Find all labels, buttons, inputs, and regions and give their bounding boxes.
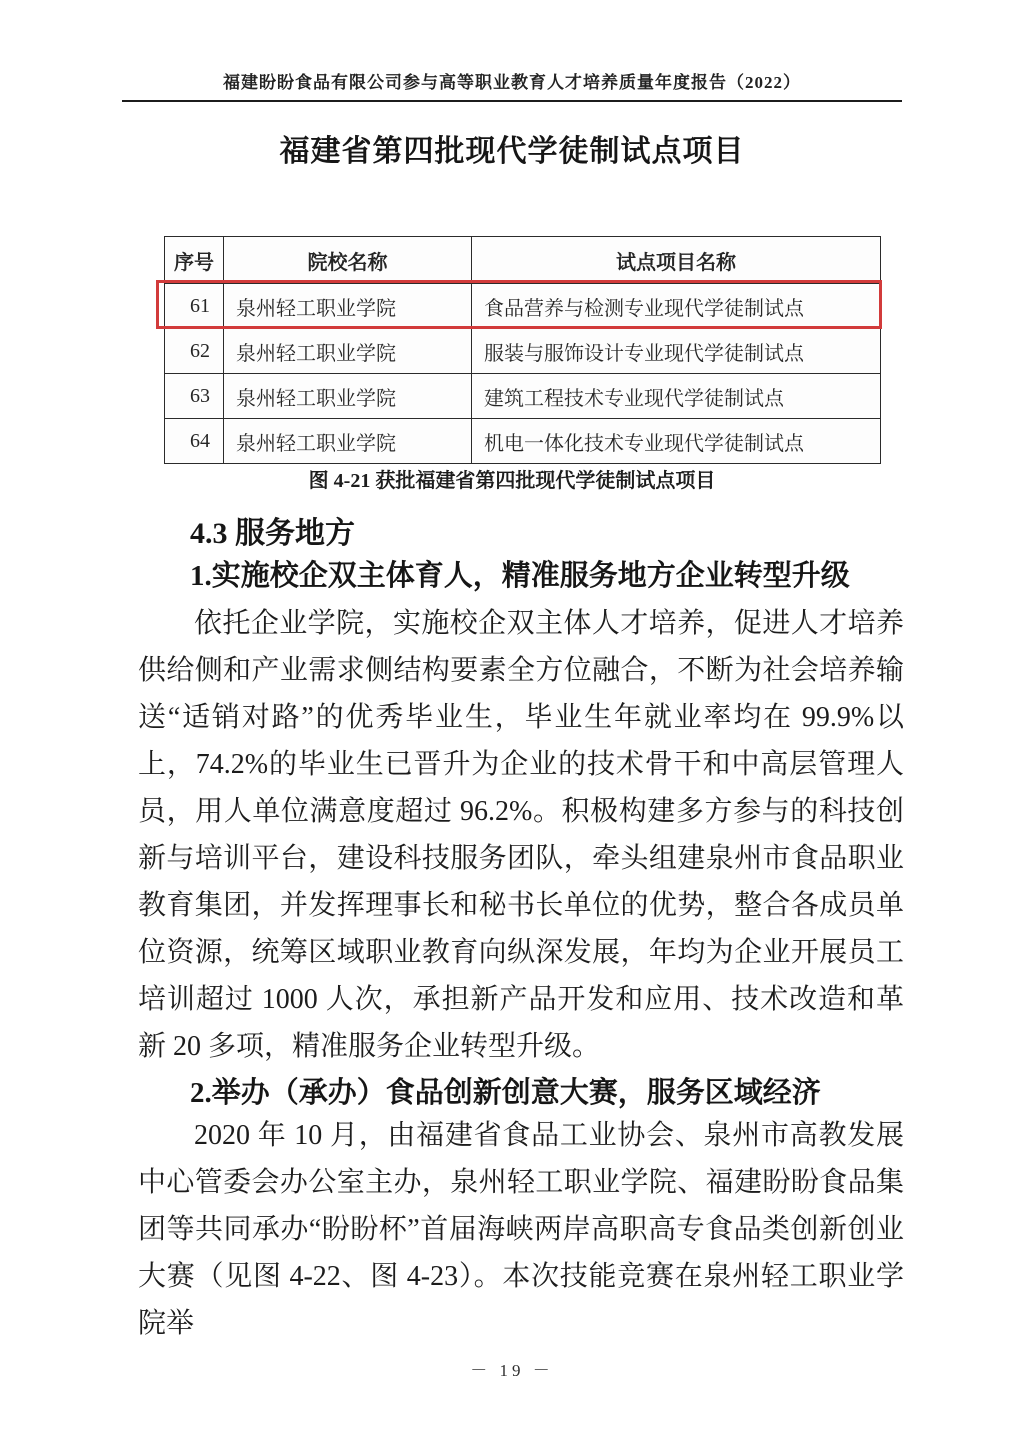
page-title: 福建省第四批现代学徒制试点项目 bbox=[279, 135, 745, 168]
cell-project: 食品营养与检测专业现代学徒制试点 bbox=[472, 284, 881, 329]
header-rule bbox=[122, 100, 902, 102]
cell-no: 63 bbox=[165, 374, 224, 419]
table-caption: 图 4-21 获批福建省第四批现代学徒制试点项目 bbox=[308, 470, 716, 492]
cell-school: 泉州轻工职业学院 bbox=[224, 419, 472, 464]
section-heading-4-3: 4.3 服务地方 bbox=[190, 517, 355, 550]
paragraph-1: 依托企业学院，实施校企双主体人才培养，促进人才培养供给侧和产业需求侧结构要素全方位融合，不断为社会培养输送“适销对路”的优秀毕业生，毕业生年就业率均在 99.9%以上，74.2%的毕业生已晋升为企业的技术骨干和中高层管理人员，用人单位满意度超过 96.2%。积极构建多方参与的科技创新与培训平台，建设科技服务团队，牵头组建泉州市食品职业教育集团，并发挥理事长和秘书长单位的优势，整合各成员单位资源，统筹区域职业教育向纵深发展，年均为企业开展员工培训超过 1000 人次，承担新产品开发和应用、技术改造和革新 20 多项，精准服务企业转型升级。 bbox=[138, 608, 904, 1062]
cell-no: 62 bbox=[165, 329, 224, 374]
pilot-projects-table-wrap bbox=[164, 236, 880, 464]
col-header-school: 院校名称 bbox=[224, 237, 472, 284]
subsection-heading-2: 2.举办（承办）食品创新创意大赛，服务区域经济 bbox=[190, 1077, 821, 1109]
pilot-projects-table bbox=[164, 236, 881, 464]
cell-project: 服装与服饰设计专业现代学徒制试点 bbox=[472, 329, 881, 374]
col-header-no: 序号 bbox=[165, 237, 224, 284]
cell-school: 泉州轻工职业学院 bbox=[224, 329, 472, 374]
cell-school: 泉州轻工职业学院 bbox=[224, 284, 472, 329]
cell-school: 泉州轻工职业学院 bbox=[224, 374, 472, 419]
cell-project: 建筑工程技术专业现代学徒制试点 bbox=[472, 374, 881, 419]
table-row bbox=[165, 284, 881, 329]
col-header-project: 试点项目名称 bbox=[472, 237, 881, 284]
table-row bbox=[165, 374, 881, 419]
cell-no: 64 bbox=[165, 419, 224, 464]
page-number: － 19 － bbox=[470, 1361, 554, 1380]
table-header-row bbox=[165, 237, 881, 284]
table-row bbox=[165, 419, 881, 464]
cell-project: 机电一体化技术专业现代学徒制试点 bbox=[472, 419, 881, 464]
paragraph-2: 2020 年 10 月，由福建省食品工业协会、泉州市高教发展中心管委会办公室主办，泉州轻工职业学院、福建盼盼食品集团等共同承办“盼盼杯”首届海峡两岸高职高专食品类创新创业大赛（见图 4-22、图 4-23）。本次技能竞赛在泉州轻工职业学院举 bbox=[138, 1120, 904, 1339]
running-header: 福建盼盼食品有限公司参与高等职业教育人才培养质量年度报告（2022） bbox=[223, 73, 801, 92]
cell-no: 61 bbox=[165, 284, 224, 329]
table-row bbox=[165, 329, 881, 374]
subsection-heading-1: 1.实施校企双主体育人，精准服务地方企业转型升级 bbox=[190, 560, 850, 592]
